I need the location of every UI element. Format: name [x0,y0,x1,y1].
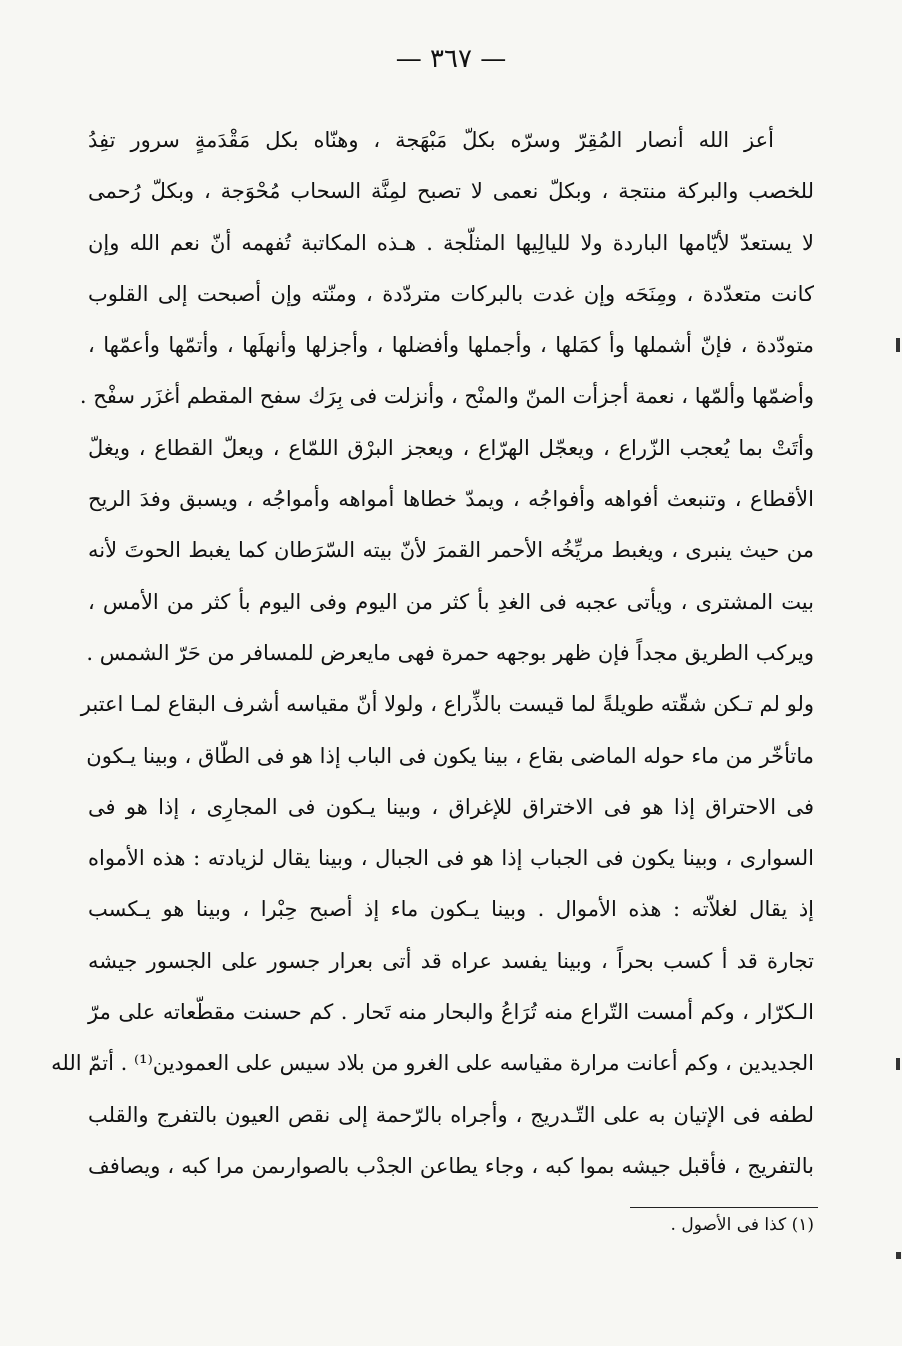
text-line: لا يستعدّ لأيّامها الباردة ولا لليالِيها المثلّجة . هـذه المكاتبة تُفهمه أنّ نعم الله وإن [88,230,814,255]
text-line: من حيث ينبرى ، ويغبط مريِّخُه الأحمر القمرَ لأنّ بيته السّرَطان كما يغبط الحوتَ لأنه [88,538,814,563]
footnote-rule [630,1207,818,1208]
text-line: بالتفريج ، فأقبل جيشه بموا كبه ، وجاء يطاعن الجدْب بالصوارىمن مرا كبه ، ويصافف [88,1153,814,1178]
scan-mark [896,1058,900,1070]
text-line: بيت المشترى ، ويأتى عجبه فى الغدِ بأ كثر من اليوم وفى اليوم بأ كثر من الأمس ، [88,589,814,614]
text-line: كانت متعدّدة ، ومِنَحَه وإن غدت بالبركات متردّدة ، ومنّته وإن أصبحت إلى القلوب [88,281,814,306]
text-line: إذ يقال لغلاّته : هذه الأموال . وبينا يـكون ماء إذ أصبح حِبْرا ، وبينا هو يـكسب [88,897,814,922]
text-line: أعز الله أنصار المُقِرّ وسرّه بكلّ مَبْهَجة ، وهنّاه بكل مَقْدَمةٍ سرور تفِدُ [88,128,774,152]
text-line: ولو لم تـكن شقّته طويلةً لما قيست بالذِّراع ، ولولا أنّ مقياسه أشرف البقاع لمـا اعتبر [80,692,814,717]
text-line: لطفه فى الإتيان به على التّـدريج ، وأجراه بالرّحمة إلى نقص العيون بالتفرج والقلب [88,1102,814,1127]
text-line: الـكرّار ، وكم أمست التّراع منه تُرَاعُ والبحار منه تَحار . كم حسنت مقطّعاته على مرّ [88,1000,814,1025]
text-line: السوارى ، وبينا يكون فى الجباب إذا هو فى الجبال ، وبينا يقال لزيادته : هذه الأمواه [88,846,814,871]
text-line: ماتأخّر من ماء حوله الماضى بقاع ، بينا يكون فى الباب إذا هو فى الطّاق ، وبينا يـكون [86,743,814,768]
text-line: تجارة قد أ كسب بحراً ، وبينا يفسد عراه قد أتى بعرار جسور على الجسور جيشه [88,948,814,973]
text-line: الجديدين ، وكم أعانت مرارة مقياسه على الغرو من بلاد سيس على العمودين⁽¹⁾ . أتمّ الله [51,1051,814,1076]
text-line: وأضمّها وألمّها ، نعمة أجزأت المنّ والمنْح ، وأنزلت فى بِرَك سفح المقطم أغزَر سفْح . [79,384,814,409]
scan-mark [896,1252,901,1259]
footnote: (١) كذا فى الأصول . [670,1215,814,1235]
text-line: متودّدة ، فإنّ أشملها وأ كمَلها ، وأجملها وأفضلها ، وأجزلها وأنهلَها ، وأتمّها وأعمّها ، [88,333,814,358]
text-line: للخصب والبركة منتجة ، وبكلّ نعمى لا تصبح لمِنَّة السحاب مُحْوَجة ، وبكلّ رُحمى [88,179,814,204]
text-line: الأقطاع ، وتنبعث أفواهه وأفواجُه ، ويمدّ خطاها أمواهه وأمواجُه ، ويسبق وفدَ الريح [88,487,814,512]
text-line: ويركب الطريق مجداً فإن ظهر بوجهه حمرة فهى مايعرض للمسافر من حَرّ الشمس . [86,640,814,665]
scan-mark [896,338,900,352]
page-number: — ٣٦٧ — [395,44,507,74]
body-text [51,115,814,1192]
text-line: وأتَتْ بما يُعجب الزّراع ، ويعجّل الهرّاع ، ويعجز البرْق اللمّاع ، ويعلّ القطاع ، ويغلّ [88,435,814,460]
text-line: فى الاحتراق إذا هو فى الاختراق للإغراق ، وبينا يـكون فى المجارِى ، إذا هو فى [88,794,814,819]
